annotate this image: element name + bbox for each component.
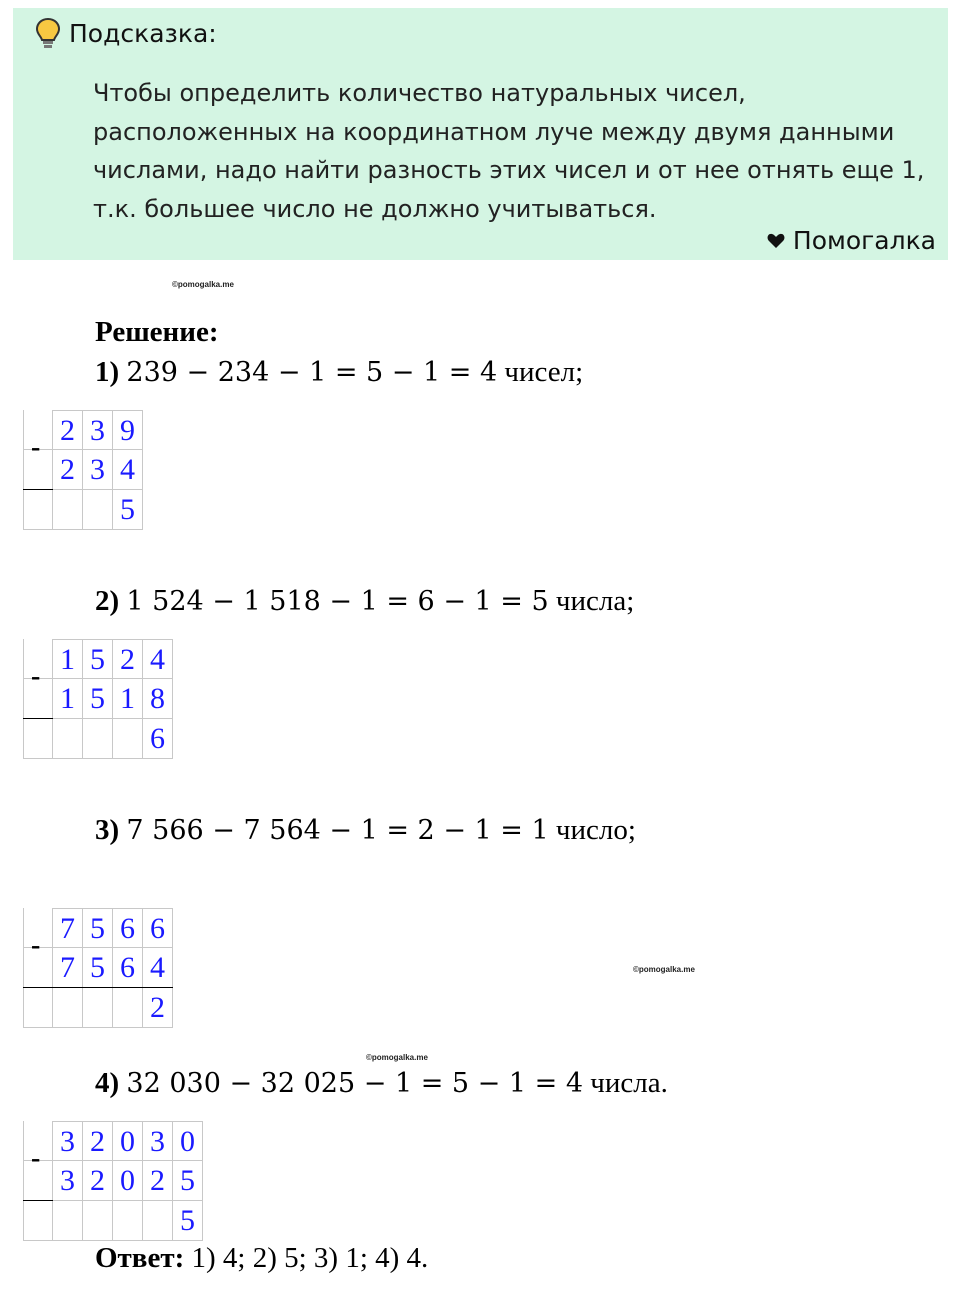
digit-cell bbox=[23, 1201, 53, 1241]
digit-cell: 0 bbox=[113, 1161, 143, 1201]
result-rule bbox=[23, 1200, 53, 1201]
digit-cell: 3 bbox=[83, 410, 113, 450]
digit-cell: 2 bbox=[143, 988, 173, 1028]
step-expression: 1 524 − 1 518 − 1 = 6 − 1 = 5 bbox=[126, 586, 549, 617]
digit-cell: 3 bbox=[143, 1121, 173, 1161]
column-subtraction-1 bbox=[23, 410, 143, 530]
answer-line bbox=[95, 1242, 428, 1275]
answer-text: 1) 4; 2) 5; 3) 1; 4) 4. bbox=[184, 1242, 429, 1274]
digit-cell: 4 bbox=[143, 639, 173, 679]
digit-cell: 2 bbox=[83, 1121, 113, 1161]
digit-cell: 1 bbox=[53, 639, 83, 679]
digit-cell: 7 bbox=[53, 908, 83, 948]
minus-sign: - bbox=[31, 930, 41, 961]
digit-cell: 5 bbox=[83, 948, 113, 988]
digit-cell bbox=[83, 490, 113, 530]
digit-cell: 6 bbox=[113, 948, 143, 988]
hint-header bbox=[33, 16, 217, 50]
digit-cell bbox=[113, 1201, 143, 1241]
digit-cell: 5 bbox=[113, 490, 143, 530]
digit-cell bbox=[23, 490, 53, 530]
hint-box bbox=[13, 8, 948, 260]
answer-label: Ответ: bbox=[95, 1242, 185, 1274]
digit-cell: 2 bbox=[53, 450, 83, 490]
digit-cell: 5 bbox=[173, 1201, 203, 1241]
watermark: ©pomogalka.me bbox=[633, 965, 695, 974]
result-rule bbox=[23, 718, 53, 719]
digit-cell bbox=[53, 1201, 83, 1241]
digit-cell bbox=[113, 719, 143, 759]
minus-sign: - bbox=[31, 661, 41, 692]
column-subtraction-4 bbox=[23, 1121, 203, 1241]
step-expression: 7 566 − 7 564 − 1 = 2 − 1 = 1 bbox=[126, 815, 549, 846]
watermark: ©pomogalka.me bbox=[366, 1053, 428, 1062]
step-expression: 32 030 − 32 025 − 1 = 5 − 1 = 4 bbox=[126, 1068, 584, 1099]
digit-cell: 3 bbox=[53, 1121, 83, 1161]
step-2-line bbox=[95, 585, 634, 618]
step-1-line bbox=[95, 356, 583, 389]
digit-cell: 2 bbox=[53, 410, 83, 450]
digit-cell: 5 bbox=[83, 908, 113, 948]
digit-cell: 4 bbox=[113, 450, 143, 490]
step-word: числа. bbox=[590, 1067, 668, 1099]
digit-cell: 6 bbox=[143, 719, 173, 759]
digit-cell bbox=[83, 988, 113, 1028]
solution-label: Решение: bbox=[95, 316, 219, 348]
hint-body: Чтобы определить количество натуральных чисел, расположенных на координатном луче между двумя данными числами, надо найти разность этих чисел и от нее отнять еще 1, т.к. большее число не должно учитываться. bbox=[93, 79, 925, 223]
digit-cell: 9 bbox=[113, 410, 143, 450]
brand-name: Помогалка bbox=[792, 226, 936, 255]
step-expression: 239 − 234 − 1 = 5 − 1 = 4 bbox=[126, 357, 498, 388]
digit-cell: 5 bbox=[173, 1161, 203, 1201]
hint-title: Подсказка: bbox=[69, 18, 217, 48]
digit-cell bbox=[23, 988, 53, 1028]
digit-cell: 1 bbox=[53, 679, 83, 719]
step-number: 3) bbox=[95, 814, 120, 846]
brand bbox=[767, 226, 936, 255]
result-rule bbox=[23, 987, 173, 988]
digit-cell: 6 bbox=[143, 908, 173, 948]
digit-cell: 4 bbox=[143, 948, 173, 988]
minus-sign: - bbox=[31, 1143, 41, 1174]
digit-cell bbox=[83, 719, 113, 759]
digit-cell: 5 bbox=[83, 639, 113, 679]
step-4-line bbox=[95, 1067, 668, 1100]
watermark: ©pomogalka.me bbox=[172, 280, 234, 289]
step-number: 2) bbox=[95, 585, 120, 617]
digit-cell: 0 bbox=[113, 1121, 143, 1161]
digit-cell: 6 bbox=[113, 908, 143, 948]
digit-cell bbox=[113, 988, 143, 1028]
digit-cell bbox=[53, 988, 83, 1028]
step-word: чисел; bbox=[504, 356, 584, 388]
digit-cell: 7 bbox=[53, 948, 83, 988]
digit-cell: 3 bbox=[53, 1161, 83, 1201]
digit-cell: 2 bbox=[143, 1161, 173, 1201]
heart-icon bbox=[767, 233, 785, 249]
digit-cell: 5 bbox=[83, 679, 113, 719]
digit-cell bbox=[53, 719, 83, 759]
result-rule bbox=[23, 489, 53, 490]
digit-cell bbox=[83, 1201, 113, 1241]
digit-cell bbox=[143, 1201, 173, 1241]
digit-cell: 0 bbox=[173, 1121, 203, 1161]
digit-cell: 3 bbox=[83, 450, 113, 490]
lightbulb-icon bbox=[33, 16, 63, 50]
column-subtraction-2 bbox=[23, 639, 173, 759]
step-number: 1) bbox=[95, 356, 120, 388]
step-word: число; bbox=[555, 814, 636, 846]
digit-cell bbox=[53, 490, 83, 530]
digit-cell: 2 bbox=[83, 1161, 113, 1201]
digit-cell: 1 bbox=[113, 679, 143, 719]
column-subtraction-3 bbox=[23, 908, 173, 1028]
digit-cell bbox=[23, 719, 53, 759]
step-3-line bbox=[95, 814, 636, 847]
minus-sign: - bbox=[31, 432, 41, 463]
digit-cell: 8 bbox=[143, 679, 173, 719]
digit-cell: 2 bbox=[113, 639, 143, 679]
step-number: 4) bbox=[95, 1067, 120, 1099]
step-word: числа; bbox=[555, 585, 635, 617]
